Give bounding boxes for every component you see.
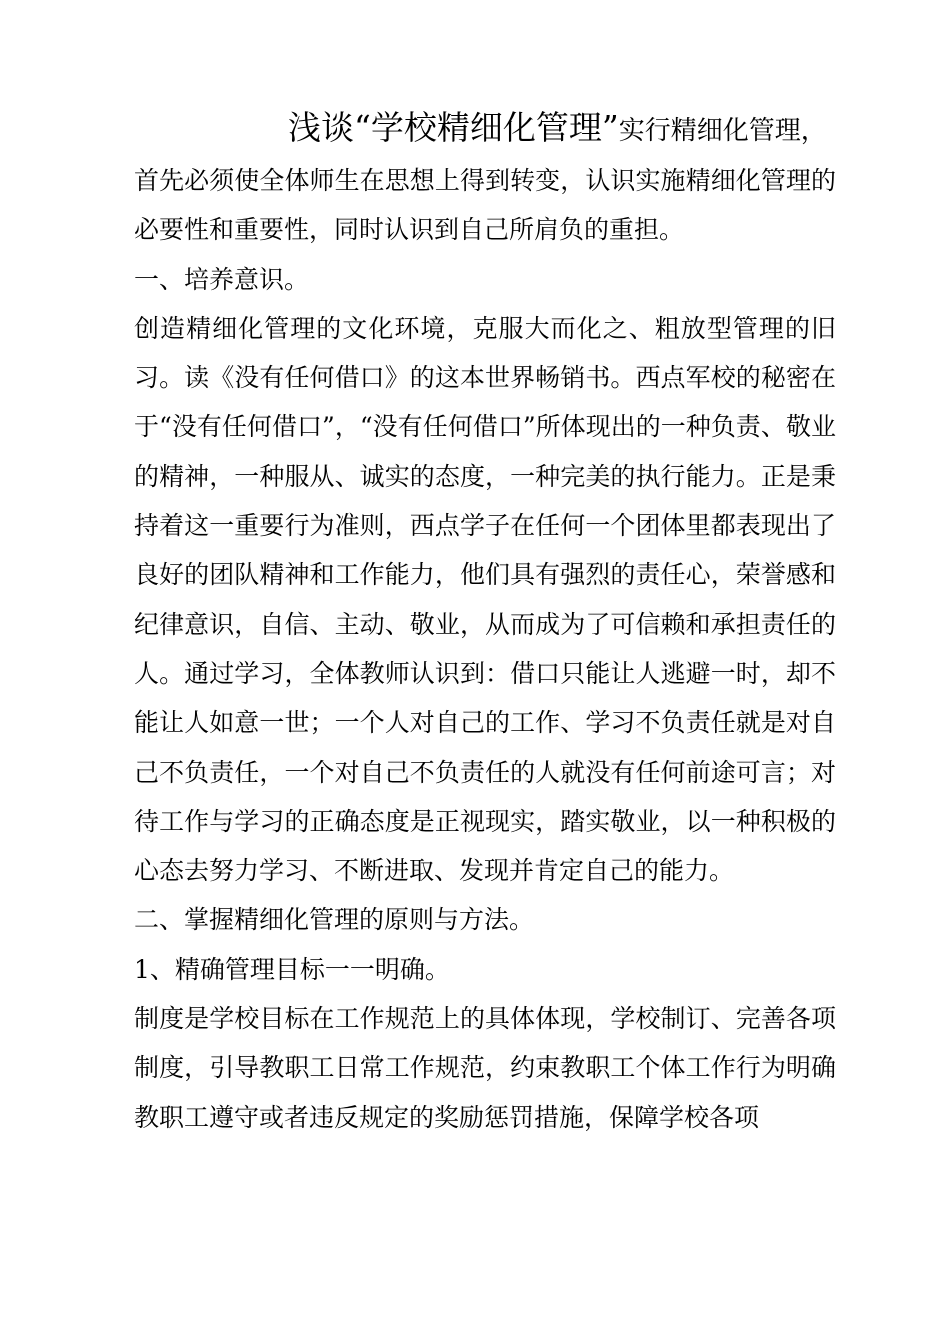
title-line <box>134 100 836 156</box>
section2-1-heading: 1、精确管理目标一一明确。 <box>134 954 450 984</box>
document-title: 浅谈“学校精细化管理” <box>288 108 619 147</box>
intro-paragraph: 首先必须使全体师生在思想上得到转变，认识实施精细化管理的必要性和重要性，同时认识到自己所肩负的重担。 <box>134 166 836 245</box>
section2-1-body-paragraph: 制度是学校目标在工作规范上的具体体现，学校制订、完善各项制度，引导教职工日常工作规范，约束教职工个体工作行为明确教职工遵守或者违反规定的奖励惩罚措施，保障学校各项 <box>134 1004 836 1132</box>
section1-body-paragraph: 创造精细化管理的文化环境，克服大而化之、粗放型管理的旧习。读《没有任何借口》的这本世界畅销书。西点军校的秘密在于“没有任何借口”，“没有任何借口”所体现出的一种负责、敬业的精神，一种服从、诚实的态度，一种完美的执行能力。正是秉持着这一重要行为准则，西点学子在任何一个团体里都表现出了良好的团队精神和工作能力，他们具有强烈的责任心，荣誉感和纪律意识，自信、主动、敬业，从而成为了可信赖和承担责任的人。通过学习，全体教师认识到：借口只能让人逃避一时，却不能让人如意一世；一个人对自己的工作、学习不负责任就是对自己不负责任，一个对自己不负责任的人就没有任何前途可言；对待工作与学习的正确态度是正视现实，踏实敬业，以一种积极的心态去努力学习、不断进取、发现并肯定自己的能力。 <box>134 313 836 886</box>
section2-heading: 二、掌握精细化管理的原则与方法。 <box>134 905 535 935</box>
title-continuation-text: 实行精细化管理， <box>618 116 827 146</box>
section1-heading: 一、培养意识。 <box>134 264 310 294</box>
document-content <box>134 100 836 1142</box>
